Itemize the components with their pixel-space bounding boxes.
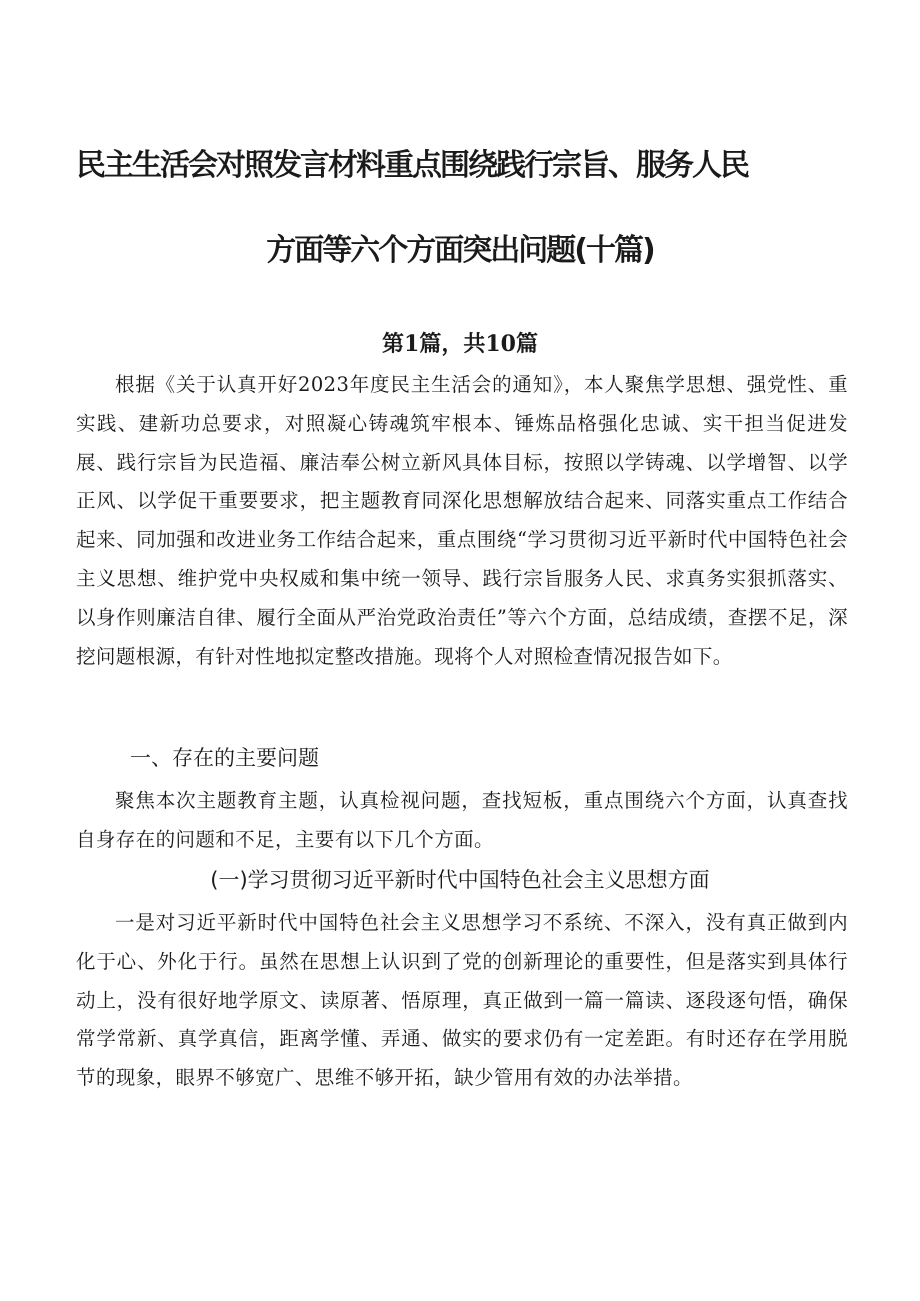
section-intro-paragraph: 聚焦本次主题教育主题，认真检视问题，查找短板，重点围绕六个方面，认真查找自身存在的问题和不足，主要有以下几个方面。	[76, 789, 848, 851]
article-counter: 第1篇，共10篇	[382, 331, 538, 357]
document-title-line-2: 方面等六个方面突出问题(十篇)	[266, 233, 654, 268]
intro-paragraph: 根据《关于认真开好2023年度民主生活会的通知》，本人聚焦学思想、强党性、重实践、建新功总要求，对照凝心铸魂筑牢根本、锤炼品格强化忠诚、实干担当促进发展、践行宗旨为民造福、廉洁奉公树立新风具体目标，按照以学铸魂、以学增智、以学正风、以学促干重要要求，把主题教育同深化思想解放结合起来、同落实重点工作结合起来、同加强和改进业务工作结合起来，重点围绕“学习贯彻习近平新时代中国特色社会主义思想、维护党中央权威和集中统一领导、践行宗旨服务人民、求真务实狠抓落实、以身作则廉洁自律、履行全面从严治党政治责任”等六个方面，总结成绩，查摆不足，深挖问题根源，有针对性地拟定整改措施。现将个人对照检查情况报告如下。	[76, 373, 848, 668]
subsection-heading: (一)学习贯彻习近平新时代中国特色社会主义思想方面	[210, 868, 710, 892]
subsection-paragraph: 一是对习近平新时代中国特色社会主义思想学习不系统、不深入，没有真正做到内化于心、外化于行。虽然在思想上认识到了党的创新理论的重要性，但是落实到具体行动上，没有很好地学原文、读原著、悟原理，真正做到一篇一篇读、逐段逐句悟，确保常学常新、真学真信，距离学懂、弄通、做实的要求仍有一定差距。有时还存在学用脱节的现象，眼界不够宽广、思维不够开拓，缺少管用有效的办法举措。	[76, 911, 848, 1090]
document-title-line-1: 民主生活会对照发言材料重点围绕践行宗旨、服务人民	[76, 148, 748, 183]
section-heading: 一、存在的主要问题	[130, 746, 319, 770]
